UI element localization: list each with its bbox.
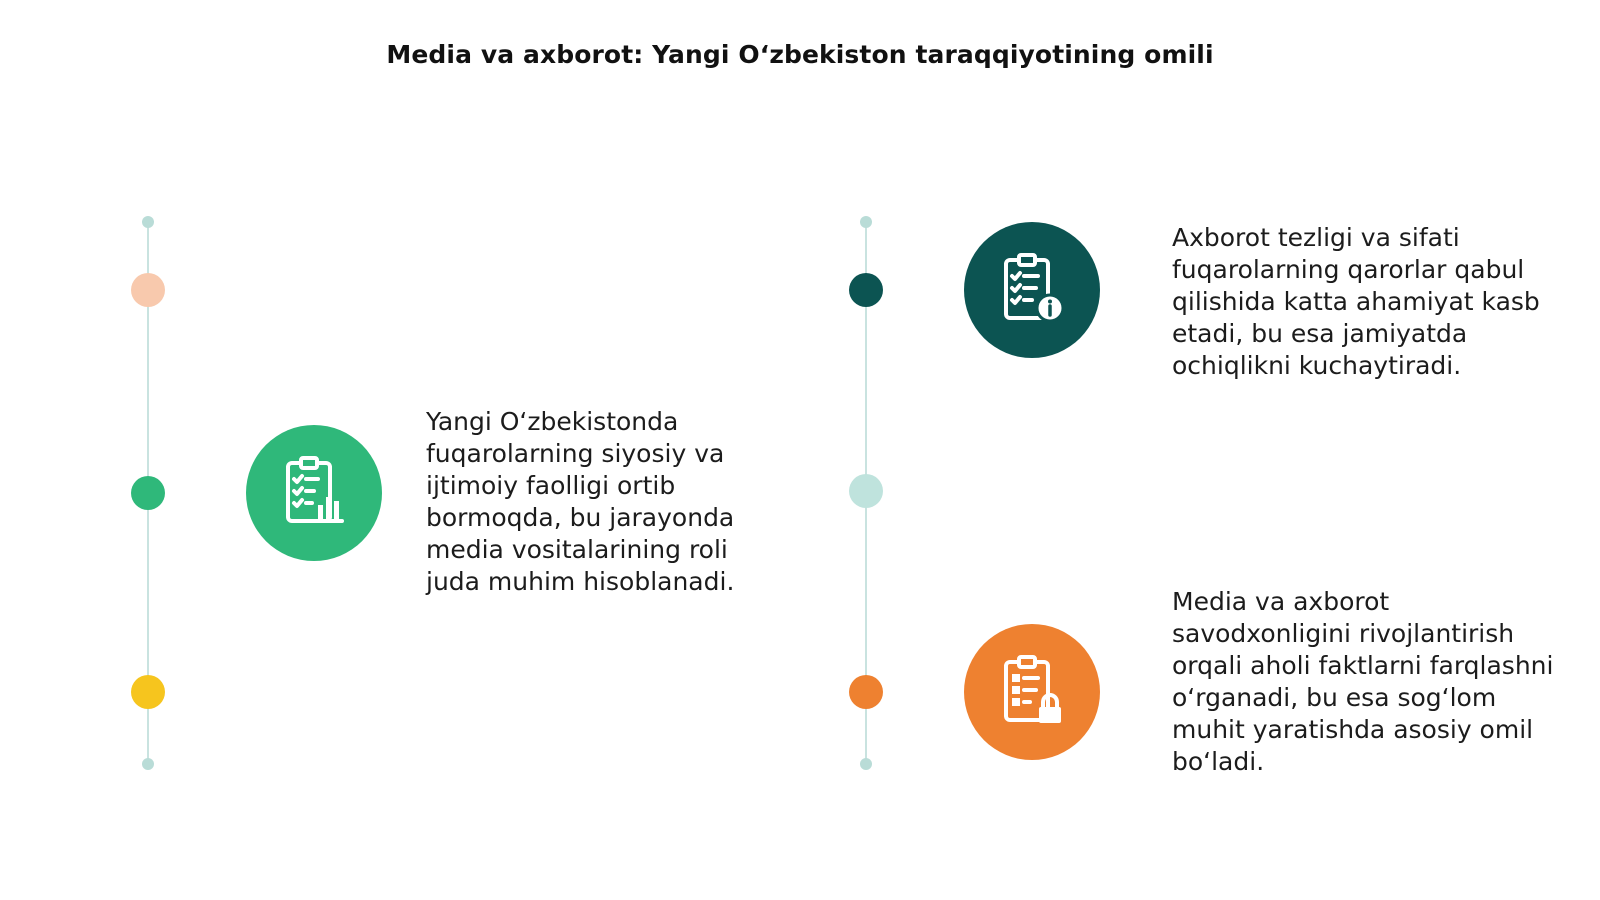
clipboard-lock-icon: [964, 624, 1100, 760]
timeline-right-end-dot: [860, 758, 872, 770]
page-title: Media va axborot: Yangi O‘zbekiston taraqqiyotining omili: [386, 40, 1214, 69]
timeline-item-3-text: Media va axborot savodxonligini rivojlantirish orqali aholi faktlarni farqlashni o‘rganadi, bu esa sog‘lom muhit yaratishda asosiy omil bo‘ladi.: [1172, 587, 1554, 776]
timeline-item-1-text: Yangi O‘zbekistonda fuqarolarning siyosiy va ijtimoiy faolligi ortib bormoqda, bu jarayonda media vositalarining roli juda muhim hisoblanadi.: [426, 407, 735, 596]
clipboard-chart-icon: [246, 425, 382, 561]
marker-peach: [131, 273, 165, 307]
timeline-item-2-text: Axborot tezligi va sifati fuqarolarning qarorlar qabul qilishida katta ahamiyat kasb etadi, bu esa jamiyatda ochiqlikni kuchaytiradi.: [1172, 223, 1540, 380]
marker-yellow: [131, 675, 165, 709]
timeline-left-start-dot: [142, 216, 154, 228]
timeline-right-start-dot: [860, 216, 872, 228]
clipboard-info-icon: [964, 222, 1100, 358]
timeline-left-end-dot: [142, 758, 154, 770]
marker-green: [131, 476, 165, 510]
marker-dark-teal: [849, 273, 883, 307]
marker-mint: [849, 474, 883, 508]
marker-orange: [849, 675, 883, 709]
